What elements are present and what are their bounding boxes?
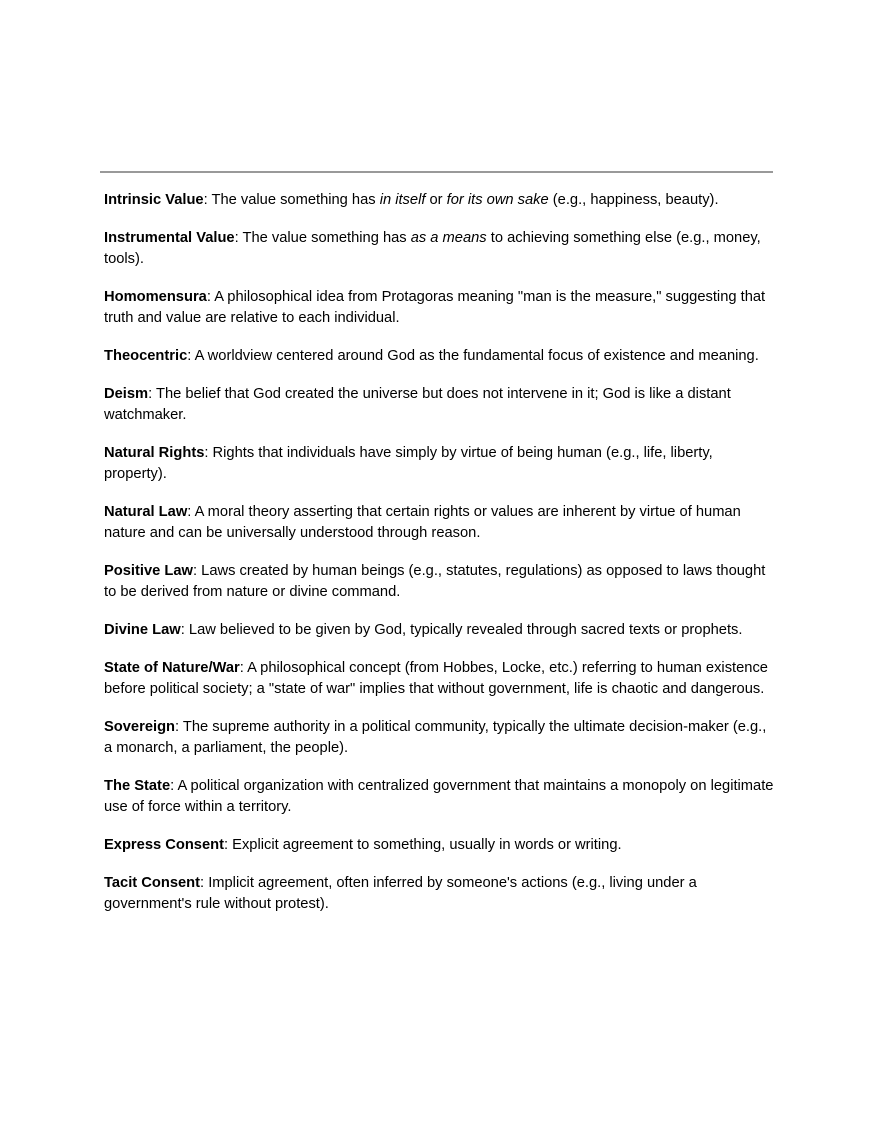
term-separator: : (148, 386, 156, 402)
glossary-entry (104, 443, 778, 485)
glossary-term: Tacit Consent (104, 875, 201, 891)
term-separator: : (234, 230, 243, 246)
glossary-entry (104, 384, 778, 426)
glossary-term: Positive Law (104, 563, 193, 579)
glossary-entry (104, 190, 778, 211)
glossary-term: Instrumental Value (104, 230, 235, 246)
glossary-term: Intrinsic Value (104, 192, 204, 208)
section-divider (100, 171, 773, 173)
definition-text: The value something has (211, 192, 380, 208)
glossary-entry (104, 717, 778, 759)
term-separator: : (187, 348, 195, 364)
glossary-term: Sovereign (104, 719, 176, 735)
definition-text: or (425, 192, 447, 208)
glossary-list (104, 190, 778, 932)
definition-text: The value something has (242, 230, 411, 246)
glossary-term: Homomensura (104, 289, 207, 305)
glossary-entry (104, 502, 778, 544)
glossary-entry (104, 561, 778, 603)
definition-text: to achieving something else (e.g., money, tools). (104, 230, 761, 267)
glossary-term: Deism (104, 386, 149, 402)
term-separator: : (192, 563, 202, 579)
glossary-term: The State (104, 778, 171, 794)
definition-text: The supreme authority in a political community, typically the ultimate decision-maker (e.g., a monarch, a parliament, the people). (104, 719, 767, 756)
definition-text: A philosophical concept (from Hobbes, Locke, etc.) referring to human existence before political society; a "state of war" implies that without government, life is chaotic and dangerous. (104, 660, 768, 697)
definition-text-italic: as a means (410, 230, 487, 246)
definition-text: (e.g., happiness, beauty). (548, 192, 719, 208)
term-separator: : (170, 778, 178, 794)
definition-text: Implicit agreement, often inferred by someone's actions (e.g., living under a government's rule without protest). (104, 875, 697, 912)
glossary-entry (104, 658, 778, 700)
term-separator: : (187, 504, 195, 520)
glossary-term: Theocentric (104, 348, 188, 364)
definition-text: The belief that God created the universe but does not intervene in it; God is like a distant watchmaker. (104, 386, 731, 423)
term-separator: : (206, 289, 215, 305)
definition-text: A political organization with centralized government that maintains a monopoly on legitimate use of force within a territory. (104, 778, 774, 815)
term-separator: : (239, 660, 248, 676)
glossary-entry (104, 287, 778, 329)
definition-text-italic: in itself (379, 192, 426, 208)
glossary-entry (104, 873, 778, 915)
definition-text-italic: for its own sake (446, 192, 549, 208)
term-separator: : (204, 445, 213, 461)
definition-text: A philosophical idea from Protagoras meaning "man is the measure," suggesting that truth and value are relative to each individual. (104, 289, 766, 326)
glossary-entry (104, 228, 778, 270)
glossary-term: Express Consent (104, 837, 224, 853)
term-separator: : (175, 719, 183, 735)
glossary-entry (104, 620, 778, 641)
definition-text: Rights that individuals have simply by virtue of being human (e.g., life, liberty, property). (104, 445, 713, 482)
glossary-term: Natural Rights (104, 445, 205, 461)
glossary-entry (104, 835, 778, 856)
definition-text: Explicit agreement to something, usually in words or writing. (232, 837, 622, 853)
glossary-term: Divine Law (104, 622, 181, 638)
definition-text: Law believed to be given by God, typically revealed through sacred texts or prophets. (188, 622, 743, 638)
term-separator: : (180, 622, 189, 638)
definition-text: A moral theory asserting that certain rights or values are inherent by virtue of human nature and can be universally understood through reason. (104, 504, 741, 541)
term-separator: : (224, 837, 233, 853)
glossary-entry (104, 776, 778, 818)
glossary-term: Natural Law (104, 504, 188, 520)
term-separator: : (200, 875, 209, 891)
glossary-term: State of Nature/War (104, 660, 240, 676)
definition-text: Laws created by human beings (e.g., statutes, regulations) as opposed to laws thought to be derived from nature or divine command. (104, 563, 766, 600)
term-separator: : (203, 192, 212, 208)
definition-text: A worldview centered around God as the fundamental focus of existence and meaning. (194, 348, 759, 364)
glossary-entry (104, 346, 778, 367)
